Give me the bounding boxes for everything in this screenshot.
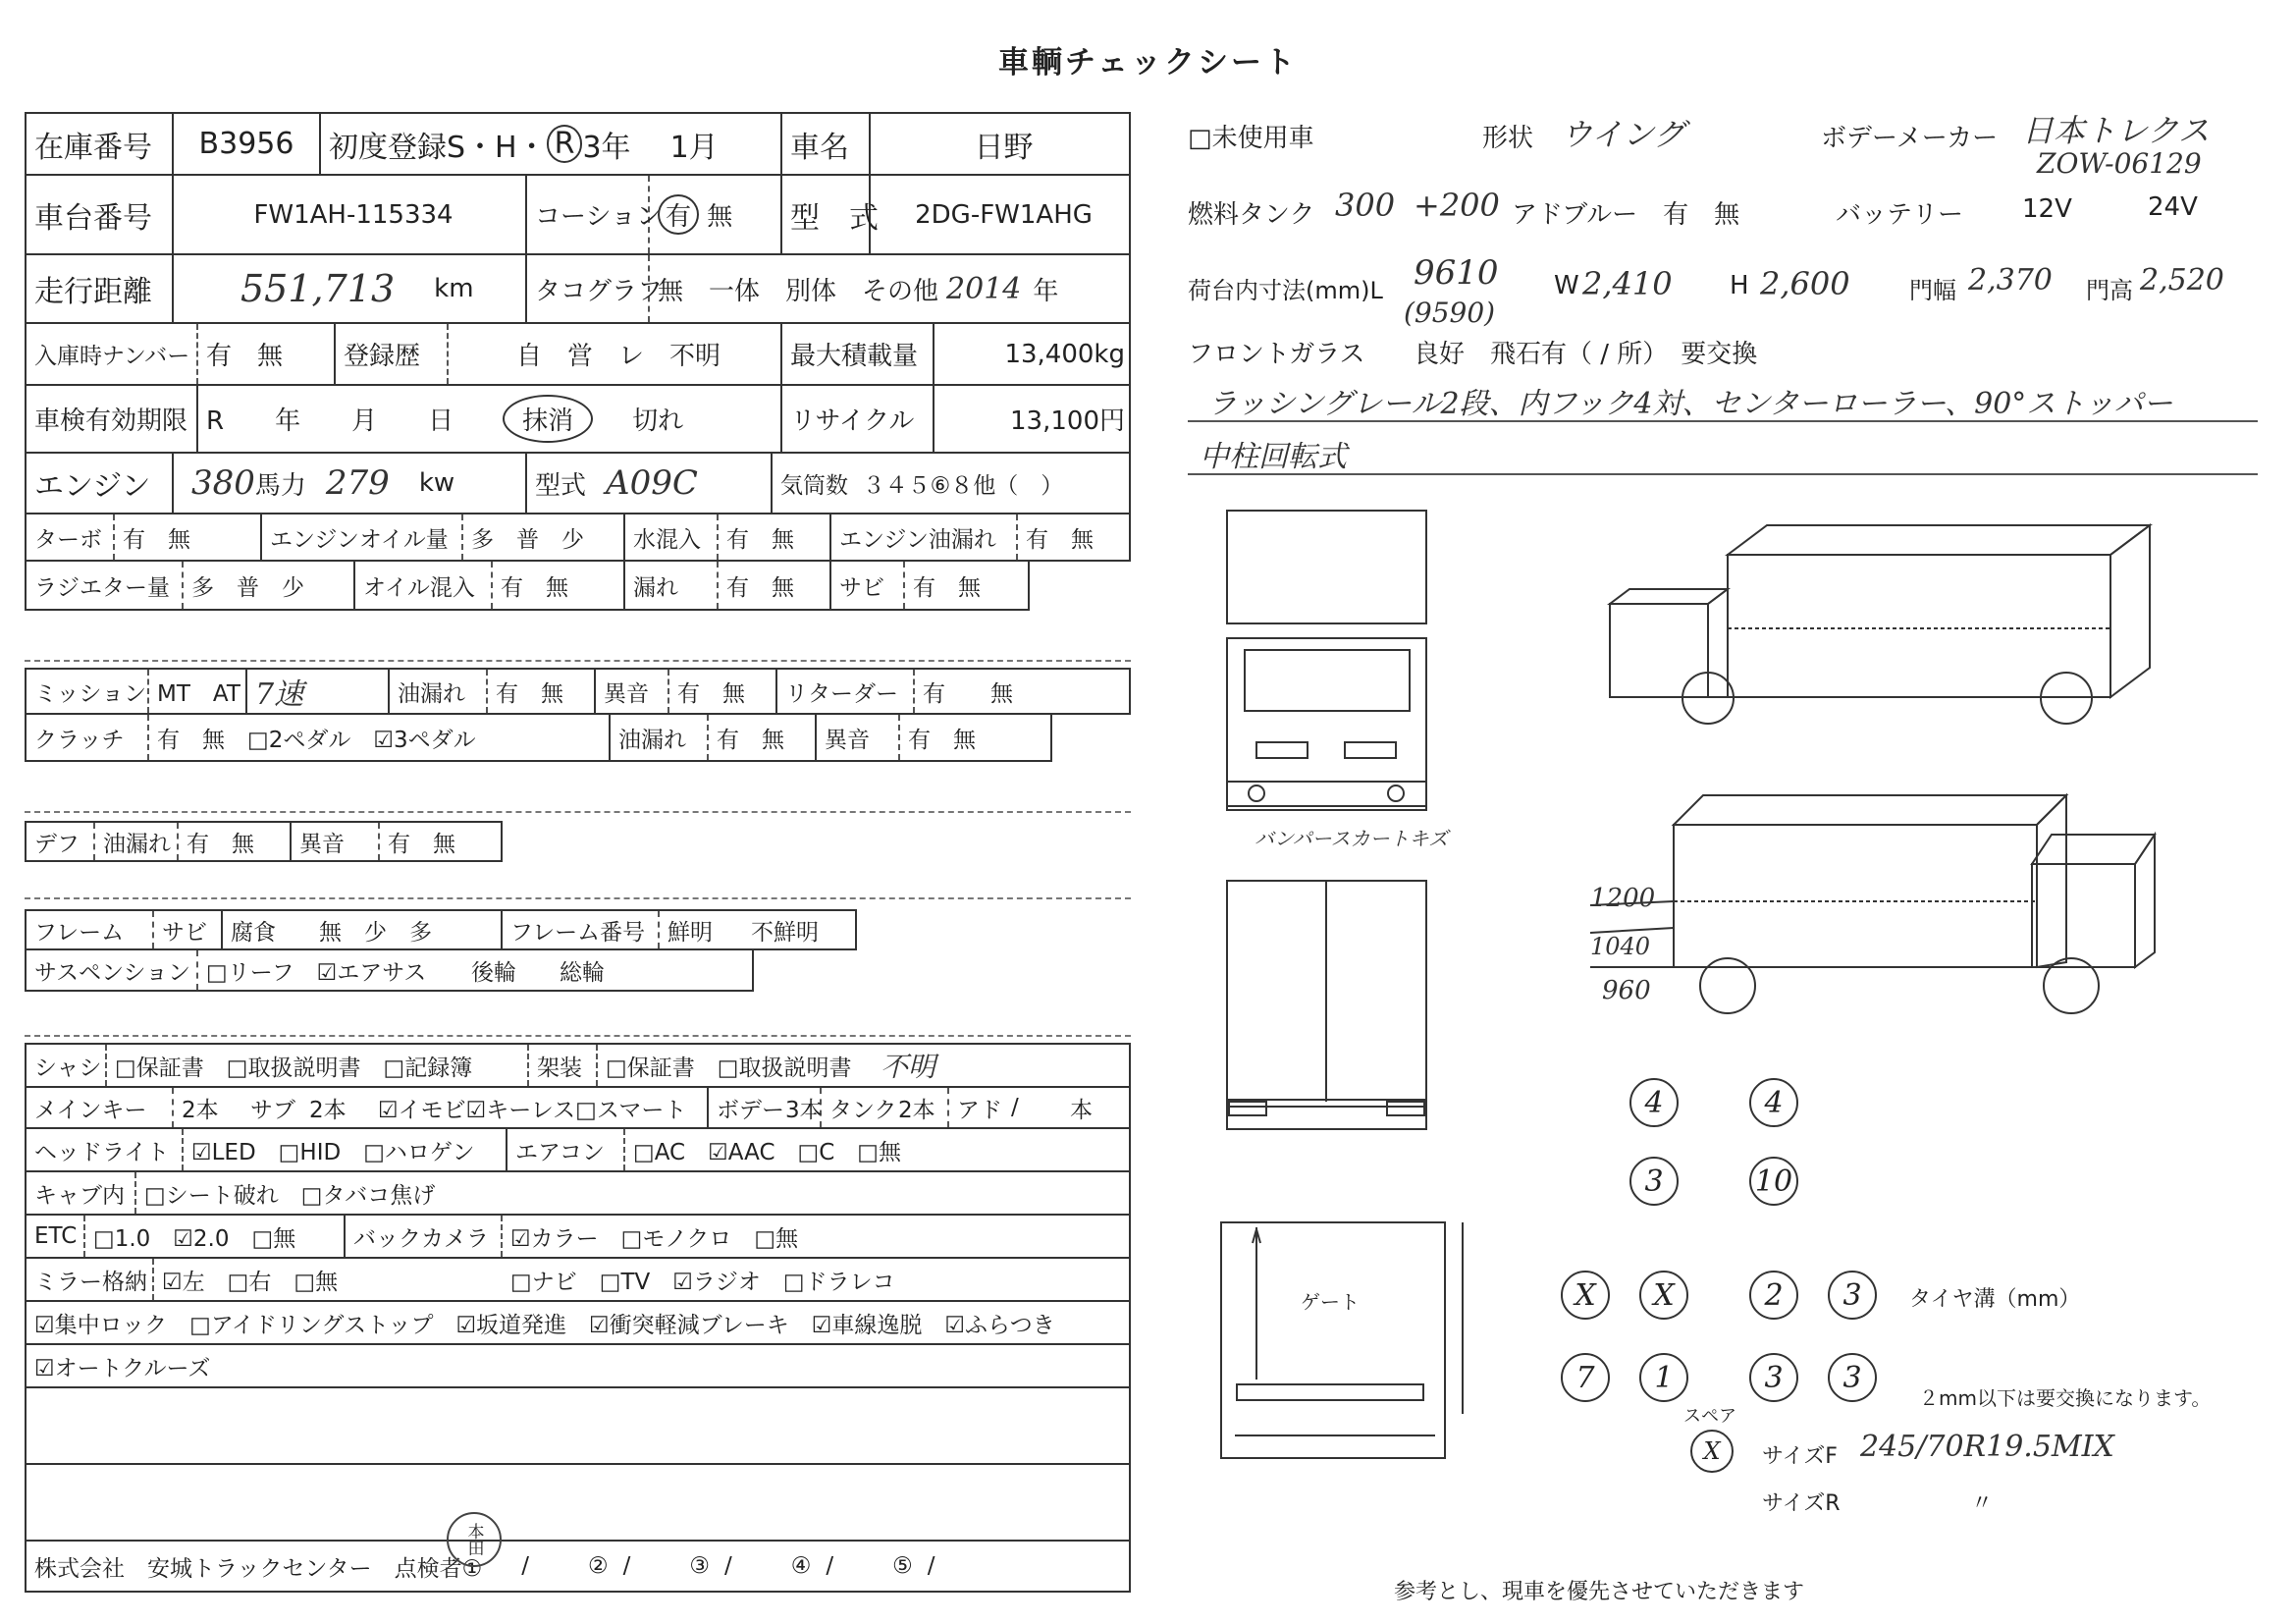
row-safety <box>25 1302 1131 1345</box>
gears: 7速 <box>255 677 304 712</box>
clutch-leak-label: 油漏れ <box>611 715 709 760</box>
inspection-cell <box>198 386 782 452</box>
max-load: 13,400kg <box>1004 339 1125 369</box>
bumper-annotation: バンパースカートキズ <box>1255 827 1449 850</box>
reg-month: 1月 <box>669 130 719 165</box>
side-view-1 <box>1728 525 2150 555</box>
coating-options <box>650 176 782 253</box>
cab-options: □シート破れ □タバコ焦げ <box>144 1182 436 1209</box>
suspension-label: サスペンション <box>27 950 198 990</box>
recycle-fee: 13,100円 <box>1010 406 1125 436</box>
hp-unit: 馬力 <box>254 470 306 501</box>
slash-2: / <box>622 1553 631 1579</box>
reg-options: 自 営 レ 不明 <box>449 324 782 384</box>
tacho-label: タコグラフ <box>527 255 650 322</box>
bed-size-label: 荷台内寸法(mm)L <box>1188 277 1383 304</box>
height-1200: 1200 <box>1590 884 1656 913</box>
tyre-depth-label: タイヤ溝（mm） <box>1909 1287 2081 1312</box>
reg-label: 登録歴 <box>336 324 449 384</box>
door-width: 2,370 <box>1968 263 2053 298</box>
headlight-options: ☑LED □HID □ハロゲン <box>184 1129 507 1170</box>
frame-number-label: フレーム番号 <box>503 911 660 948</box>
tyre-depth-4: 10 <box>1749 1157 1798 1206</box>
tacho-year: 2014 <box>946 271 1022 306</box>
tank-key-count: 2本 <box>890 1088 949 1127</box>
tyre-depth-5: X <box>1561 1271 1610 1320</box>
inspector-2: ② <box>588 1553 609 1579</box>
horsepower: 380 <box>191 463 255 503</box>
chassis-label: 車台番号 <box>27 176 174 253</box>
clutch-noise-options: 有 無 <box>908 727 976 753</box>
row-engine <box>25 454 1131 514</box>
divider <box>25 897 1131 899</box>
mileage-cell <box>174 255 527 322</box>
row-cruise <box>25 1345 1131 1388</box>
km-unit: km <box>434 274 474 303</box>
coating-no: 無 <box>707 202 733 232</box>
frame-unclear: 不鮮明 <box>751 919 819 946</box>
oil-level-label: エンジンオイル量 <box>262 514 463 560</box>
height-1040: 1040 <box>1590 933 1651 960</box>
front-view <box>1227 638 1426 810</box>
unknown-note: 不明 <box>881 1051 936 1083</box>
reg-year: 3年 <box>582 130 631 165</box>
water-label: 水混入 <box>625 514 719 560</box>
plate-label: 入庫時ナンバー <box>27 324 198 384</box>
key-options: ☑イモビ☑キーレス□スマート <box>370 1088 709 1127</box>
document-title: 車輌チェックシート <box>997 45 1299 81</box>
width-label: W <box>1554 271 1579 300</box>
frame-clear: 鮮明 <box>667 919 713 946</box>
cruise-options: ☑オートクルーズ <box>34 1355 211 1381</box>
tyre-depth-12: 3 <box>1828 1353 1877 1402</box>
etc-label: ETC <box>27 1216 85 1257</box>
mileage-value: 551,713 <box>240 267 396 310</box>
gear-count <box>247 670 390 713</box>
body-maker: 日本トレクス <box>2022 112 2211 149</box>
disclaimer: 参考とし、現車を優先させていただきます <box>1394 1580 1805 1604</box>
body-docs-options: □保証書 □取扱説明書 <box>606 1055 852 1081</box>
adblue-options: アドブルー 有 無 <box>1512 200 1740 230</box>
row-chassis <box>25 176 1131 255</box>
row-blank-1 <box>25 1388 1131 1465</box>
door-width-label: 門幅 <box>1909 277 1956 304</box>
engine-model-label: 型式 <box>535 470 587 501</box>
aircon-label: エアコン <box>507 1129 625 1170</box>
size-front-label: サイズF <box>1762 1444 1838 1469</box>
main-key-label: メインキー <box>27 1088 174 1127</box>
door-height: 2,520 <box>2140 263 2224 298</box>
height-960: 960 <box>1602 976 1651 1005</box>
gate-label: ゲート <box>1301 1290 1360 1314</box>
nav-options: □ナビ □TV ☑ラジオ □ドラレコ <box>510 1269 895 1295</box>
row-keys <box>25 1086 1131 1129</box>
mission-leak-options: 有 無 <box>488 670 596 713</box>
tacho-cell <box>650 255 1129 322</box>
bed-length: 9610 <box>1414 253 1499 293</box>
name-label: 車名 <box>782 114 871 174</box>
leak-label: 漏れ <box>625 562 719 609</box>
tyre-note: ２mm以下は要交換になります。 <box>1919 1386 2212 1410</box>
inspector-seal: 本田 <box>447 1512 502 1567</box>
clutch-label: クラッチ <box>27 715 149 760</box>
row-mileage <box>25 255 1131 324</box>
diff-label: デフ <box>27 823 95 860</box>
expired: 切れ <box>632 406 684 436</box>
inspector-4: ④ <box>790 1553 812 1579</box>
headlight-label: ヘッドライト <box>27 1129 184 1170</box>
top-view <box>1227 511 1426 623</box>
fuel-value: 300 <box>1335 187 1396 224</box>
divider <box>25 1035 1131 1037</box>
shape-label: 形状 <box>1482 124 1534 153</box>
etc-options: □1.0 ☑2.0 □無 <box>85 1216 346 1257</box>
bed-width: 2,410 <box>1582 265 1673 302</box>
inspector-5: ⑤ <box>892 1553 913 1579</box>
row-stock <box>25 112 1131 176</box>
engine-leak-label: エンジン油漏れ <box>831 514 1018 560</box>
door-height-label: 門高 <box>2086 277 2133 304</box>
tyre-depth-2: 4 <box>1749 1078 1798 1127</box>
era-circled: R <box>547 125 583 163</box>
slash-3: / <box>724 1553 732 1579</box>
diff-noise-options: 有 無 <box>388 831 455 857</box>
fuel-extra: +200 <box>1414 187 1500 224</box>
corrosion-options: 無 少 多 <box>311 911 503 948</box>
back-camera-label: バックカメラ <box>346 1216 503 1257</box>
divider <box>25 660 1131 662</box>
frame-rust: サビ <box>154 911 223 948</box>
first-reg-label: 初度登録S・H・ <box>329 130 547 165</box>
glass-label: フロントガラス <box>1188 340 1365 369</box>
battery-label: バッテリー <box>1836 200 1964 230</box>
size-rear-label: サイズR <box>1762 1491 1841 1516</box>
body-key-count: 3本 <box>777 1088 822 1127</box>
row-plate <box>25 324 1131 386</box>
body-key-label: ボデー <box>717 1097 784 1123</box>
aircon-options: □AC ☑AAC □C □無 <box>633 1139 902 1165</box>
inspection-label: 車検有効期限 <box>27 386 198 452</box>
rust-options: 有 無 <box>913 574 981 601</box>
tyre-depth-6: X <box>1639 1271 1688 1320</box>
ad-key-unit: 本 <box>1070 1097 1093 1123</box>
battery-12v: 12V <box>2022 194 2072 224</box>
size-front: 245/70R19.5MIX <box>1860 1430 2114 1464</box>
chassis-number: FW1AH-115334 <box>174 176 527 253</box>
mileage-label: 走行距離 <box>27 255 174 322</box>
tyre-depth-1: 4 <box>1629 1078 1679 1127</box>
docs-note <box>873 1045 1128 1086</box>
stock-number: B3956 <box>174 114 321 174</box>
mission-label: ミッション <box>27 670 149 713</box>
row-mirror <box>25 1259 1131 1302</box>
slash-4: / <box>826 1553 834 1579</box>
note-line-2 <box>1188 473 2258 475</box>
mirror-label: ミラー格納 <box>27 1259 154 1300</box>
body-number: ZOW-06129 <box>2037 147 2202 180</box>
rear-wheel: 後輪 <box>471 959 516 986</box>
radiator-options: 多 普 少 <box>184 562 355 609</box>
spare-tyre: X <box>1690 1430 1734 1473</box>
cab-label: キャブ内 <box>27 1172 136 1214</box>
ad-key-count: / <box>1011 1095 1019 1120</box>
oil-mix-options: 有 無 <box>493 562 625 609</box>
tyre-depth-3: 3 <box>1629 1157 1679 1206</box>
row-blank-2 <box>25 1465 1131 1542</box>
turbo-options: 有 無 <box>115 514 262 560</box>
mirror-options: ☑左 □右 □無 <box>162 1269 339 1295</box>
recycle-label: リサイクル <box>782 386 934 452</box>
engine-cell <box>174 454 527 513</box>
plate-options: 有 無 <box>198 324 336 384</box>
inspection-date: R 年 月 日 <box>206 406 454 436</box>
leak-options: 有 無 <box>719 562 831 609</box>
bed-height: 2,600 <box>1760 265 1850 302</box>
row-frame <box>25 909 857 950</box>
turbo-label: ターボ <box>27 514 115 560</box>
footer-cell <box>27 1542 1129 1591</box>
slash-5: / <box>927 1553 935 1579</box>
frame-label: フレーム <box>27 911 154 948</box>
mission-leak-label: 油漏れ <box>390 670 488 713</box>
tank-key-label: タンク <box>829 1097 897 1123</box>
size-rear: 〃 <box>1971 1491 1994 1516</box>
row-footer <box>25 1542 1131 1593</box>
load-label: 最大積載量 <box>782 324 934 384</box>
row-etc <box>25 1216 1131 1259</box>
mission-type: MT AT <box>149 670 247 713</box>
engine-model-cell <box>527 454 773 513</box>
retarder-label: リターダー <box>777 670 915 713</box>
tyre-depth-9: 7 <box>1561 1353 1610 1402</box>
first-registration <box>321 114 782 174</box>
inspector-3: ③ <box>689 1553 710 1579</box>
tyre-depth-11: 3 <box>1749 1353 1798 1402</box>
clutch-leak-options: 有 無 <box>709 715 817 760</box>
fuel-label: 燃料タンク <box>1188 200 1315 230</box>
gate-view <box>1221 1222 1445 1458</box>
type-label: 型 式 <box>782 176 871 253</box>
clutch-noise-label: 異音 <box>817 715 900 760</box>
row-chassis-docs <box>25 1043 1131 1086</box>
back-camera-options: ☑カラー □モノクロ □無 <box>510 1225 799 1252</box>
row-turbo <box>25 514 1131 562</box>
body-maker-label: ボデーメーカー <box>1821 124 1999 153</box>
year-unit: 年 <box>1033 276 1059 306</box>
radiator-label: ラジエター量 <box>27 562 184 609</box>
note-line-1 <box>1188 420 2258 422</box>
rust-label: サビ <box>831 562 905 609</box>
diff-leak-options: 有 無 <box>179 823 292 860</box>
row-mission <box>25 668 1131 715</box>
kw-unit: kw <box>418 468 455 498</box>
row-inspection <box>25 386 1131 454</box>
row-diff <box>25 821 503 862</box>
mission-noise-label: 異音 <box>596 670 669 713</box>
row-radiator <box>25 562 1030 611</box>
cylinder-options: ３４５⑥８他（ ） <box>862 472 1064 499</box>
safety-options: ☑集中ロック □アイドリングストップ ☑坂道発進 ☑衝突軽減ブレーキ ☑車線逸脱 ☑ふらつき <box>34 1312 1055 1338</box>
kilowatt: 279 <box>325 463 390 503</box>
oil-level-options: 多 普 少 <box>463 514 625 560</box>
mission-noise-options: 有 無 <box>669 670 777 713</box>
tyre-depth-10: 1 <box>1639 1353 1688 1402</box>
cylinder-cell <box>773 454 1129 513</box>
tacho-options: 無 一体 別体 その他 <box>658 276 939 306</box>
vehicle-name: 日野 <box>974 130 1034 165</box>
cylinder-label: 気筒数 <box>780 472 848 499</box>
chassis-docs-label: シャシ <box>27 1045 107 1086</box>
oil-mix-label: オイル混入 <box>355 562 493 609</box>
body-docs-label: 架装 <box>529 1045 598 1086</box>
diff-noise-label: 異音 <box>292 823 380 860</box>
bed-length-inner: (9590) <box>1404 297 1496 329</box>
erased-circled: 抹消 <box>503 395 593 443</box>
row-cab <box>25 1172 1131 1216</box>
glass-options: 良好 飛石有（ / 所） 要交換 <box>1414 340 1758 369</box>
battery-24v: 24V <box>2148 192 2198 222</box>
corrosion-label: 腐食 <box>231 919 276 946</box>
model-type: 2DG-FW1AHG <box>915 199 1093 230</box>
water-options: 有 無 <box>719 514 831 560</box>
spare-label: スペア <box>1683 1406 1736 1427</box>
side-view-2 <box>1674 795 2066 825</box>
stock-label: 在庫番号 <box>27 114 174 174</box>
ad-key-label: アド <box>957 1097 1002 1123</box>
main-key-count: 2本 <box>182 1097 219 1123</box>
unused-checkbox: □未使用車 <box>1188 124 1314 153</box>
truck-diagram <box>1178 491 2287 1473</box>
coating-yes: 有 <box>658 194 699 235</box>
all-wheel: 総輪 <box>560 959 605 986</box>
body-note-2: 中柱回転式 <box>1200 440 1347 474</box>
suspension-options: □リーフ ☑エアサス <box>206 959 427 986</box>
row-suspension <box>25 950 754 992</box>
inspector-company: 株式会社 安城トラックセンター 点検者① <box>34 1555 483 1582</box>
retarder-options: 有 無 <box>923 680 1013 707</box>
clutch-options: 有 無 □2ペダル ☑3ペダル <box>149 715 611 760</box>
engine-model: A09C <box>606 463 698 503</box>
height-label: H <box>1730 271 1749 300</box>
sub-key-label: サブ <box>250 1097 295 1123</box>
diff-leak-label: 油漏れ <box>95 823 179 860</box>
divider <box>25 811 1131 813</box>
body-note-1: ラッシングレール2段、内フック4対、センターローラー、90°ストッパー <box>1207 387 2173 421</box>
coating-label: コーション <box>527 176 650 253</box>
shape-value: ウイング <box>1561 116 1685 153</box>
sub-key-count: 2本 <box>309 1097 347 1123</box>
tyre-depth-7: 2 <box>1749 1271 1798 1320</box>
engine-leak-options: 有 無 <box>1026 526 1094 553</box>
chassis-docs-options: □保証書 □取扱説明書 □記録簿 <box>107 1045 529 1086</box>
tyre-depth-8: 3 <box>1828 1271 1877 1320</box>
row-clutch <box>25 715 1052 762</box>
slash-1: / <box>521 1553 529 1579</box>
row-headlight <box>25 1129 1131 1172</box>
engine-label: エンジン <box>27 454 174 513</box>
